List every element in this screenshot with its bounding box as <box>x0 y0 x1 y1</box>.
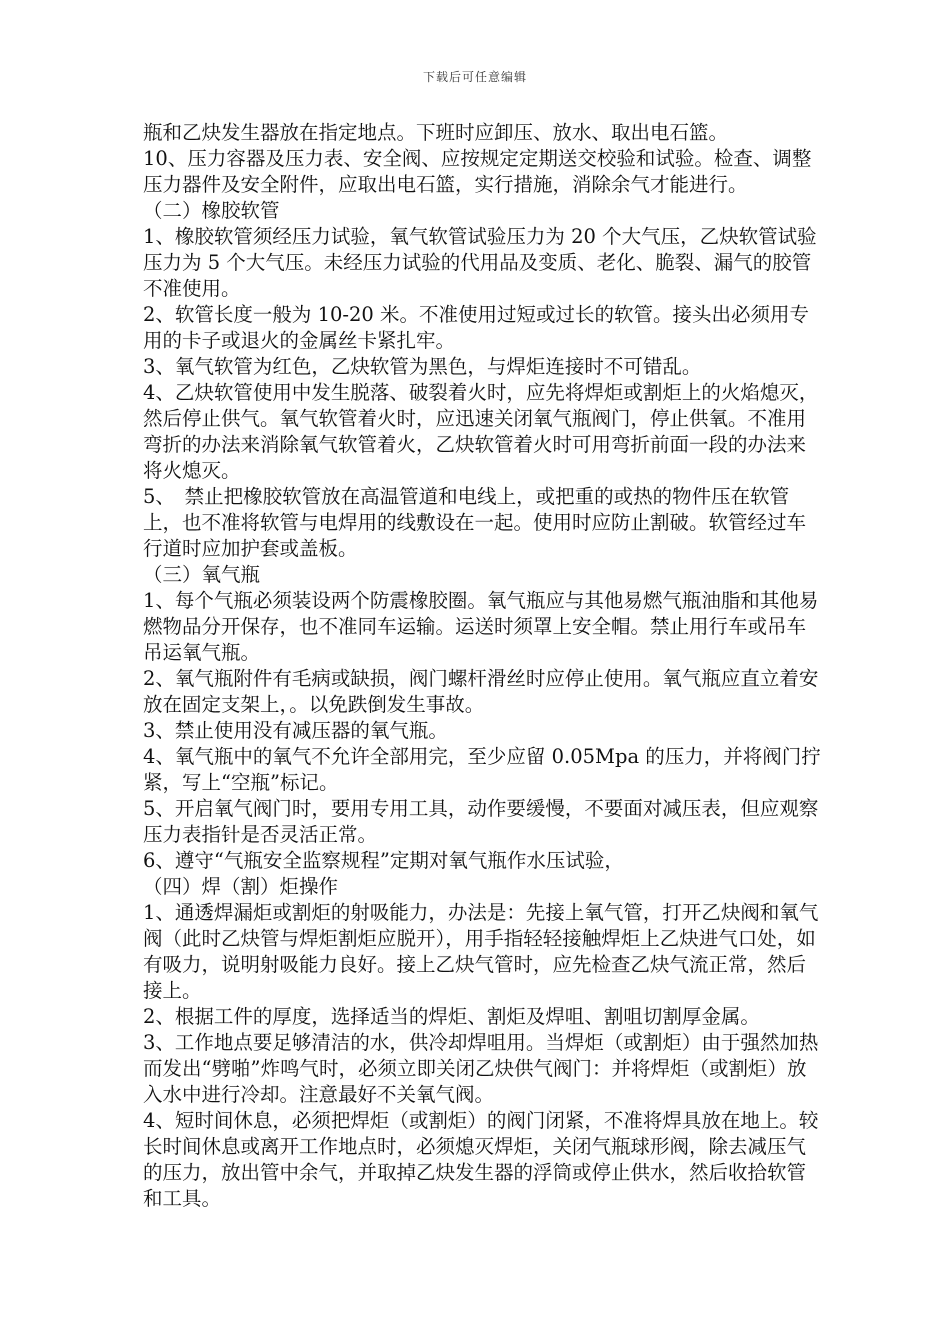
section-heading: （四）焊（割）炬操作 <box>143 875 339 898</box>
paragraph: 3、氧气软管为红色，乙炔软管为黑色，与焊炬连接时不可错乱。 <box>143 355 702 378</box>
paragraph: 5、 禁止把橡胶软管放在高温管道和电线上，或把重的或热的物件压在软管上，也不准将软管与电焊用的线敷设在一起。使用时应防止割破。软管经过车行道时应加护套或盖板。 <box>143 485 807 560</box>
document-body <box>143 120 823 1212</box>
section-heading: （三）氧气瓶 <box>143 563 261 586</box>
paragraph: 3、禁止使用没有减压器的氧气瓶。 <box>143 719 448 742</box>
paragraph: 1、橡胶软管须经压力试验，氧气软管试验压力为 20 个大气压，乙炔软管试验压力为 5 个大气压。未经压力试验的代用品及变质、老化、脆裂、漏气的胶管不准使用。 <box>143 225 817 300</box>
paragraph: 3、工作地点要足够清洁的水，供冷却焊咀用。当焊炬（或割炬）由于强然加热而发出“劈啪”炸鸣气时，必须立即关闭乙炔供气阀门：并将焊炬（或割炬）放入水中进行冷却。注意最好不关氧气阀。 <box>143 1031 819 1106</box>
paragraph: 2、软管长度一般为 10-20 米。不准使用过短或过长的软管。接头出必须用专用的卡子或退火的金属丝卡紧扎牢。 <box>143 303 810 352</box>
paragraph: 1、每个气瓶必须装设两个防震橡胶圈。氧气瓶应与其他易燃气瓶油脂和其他易燃物品分开保存，也不准同车运输。运送时须罩上安全帽。禁止用行车或吊车吊运氧气瓶。 <box>143 589 819 664</box>
paragraph: 4、乙炔软管使用中发生脱落、破裂着火时，应先将焊炬或割炬上的火焰熄灭，然后停止供气。氧气软管着火时，应迅速关闭氧气瓶阀门，停止供氧。不准用弯折的办法来消除氧气软管着火，乙炔软管着火时可用弯折前面一段的办法来将火熄灭。 <box>143 381 819 482</box>
paragraph: 4、氧气瓶中的氧气不允许全部用完，至少应留 0.05Mpa 的压力，并将阀门拧紧，写上“空瓶”标记。 <box>143 745 821 794</box>
paragraph: 2、根据工件的厚度，选择适当的焊炬、割炬及焊咀、割咀切割厚金属。 <box>143 1005 760 1028</box>
paragraph: 10、压力容器及压力表、安全阀、应按规定定期送交校验和试验。检查、调整压力器件及安全附件，应取出电石篮，实行措施，消除余气才能进行。 <box>143 147 812 196</box>
paragraph: 4、短时间休息，必须把焊炬（或割炬）的阀门闭紧，不准将焊具放在地上。较长时间休息或离开工作地点时，必须熄灭焊炬，关闭气瓶球形阀，除去减压气的压力，放出管中余气，并取掉乙炔发生器的浮筒或停止供水，然后收拾软管和工具。 <box>143 1109 819 1210</box>
paragraph: 瓶和乙炔发生器放在指定地点。下班时应卸压、放水、取出电石篮。 <box>143 121 729 144</box>
section-heading: （二）橡胶软管 <box>143 199 280 222</box>
page-header: 下载后可任意编辑 <box>422 70 527 84</box>
paragraph: 5、开启氧气阀门时，要用专用工具，动作要缓慢，不要面对减压表，但应观察压力表指针是否灵活正常。 <box>143 797 819 846</box>
paragraph: 2、氧气瓶附件有毛病或缺损，阀门螺杆滑丝时应停止使用。氧气瓶应直立着安放在固定支架上，。以免跌倒发生事故。 <box>143 667 819 716</box>
paragraph: 1、通透焊漏炬或割炬的射吸能力，办法是：先接上氧气管，打开乙炔阀和氧气阀（此时乙炔管与焊炬割炬应脱开），用手指轻轻接触焊炬上乙炔进气口处，如有吸力，说明射吸能力良好。接上乙炔气管时，应先检查乙炔气流正常，然后接上。 <box>143 901 819 1002</box>
paragraph: 6、遵守“气瓶安全监察规程”定期对氧气瓶作水压试验， <box>143 849 624 872</box>
